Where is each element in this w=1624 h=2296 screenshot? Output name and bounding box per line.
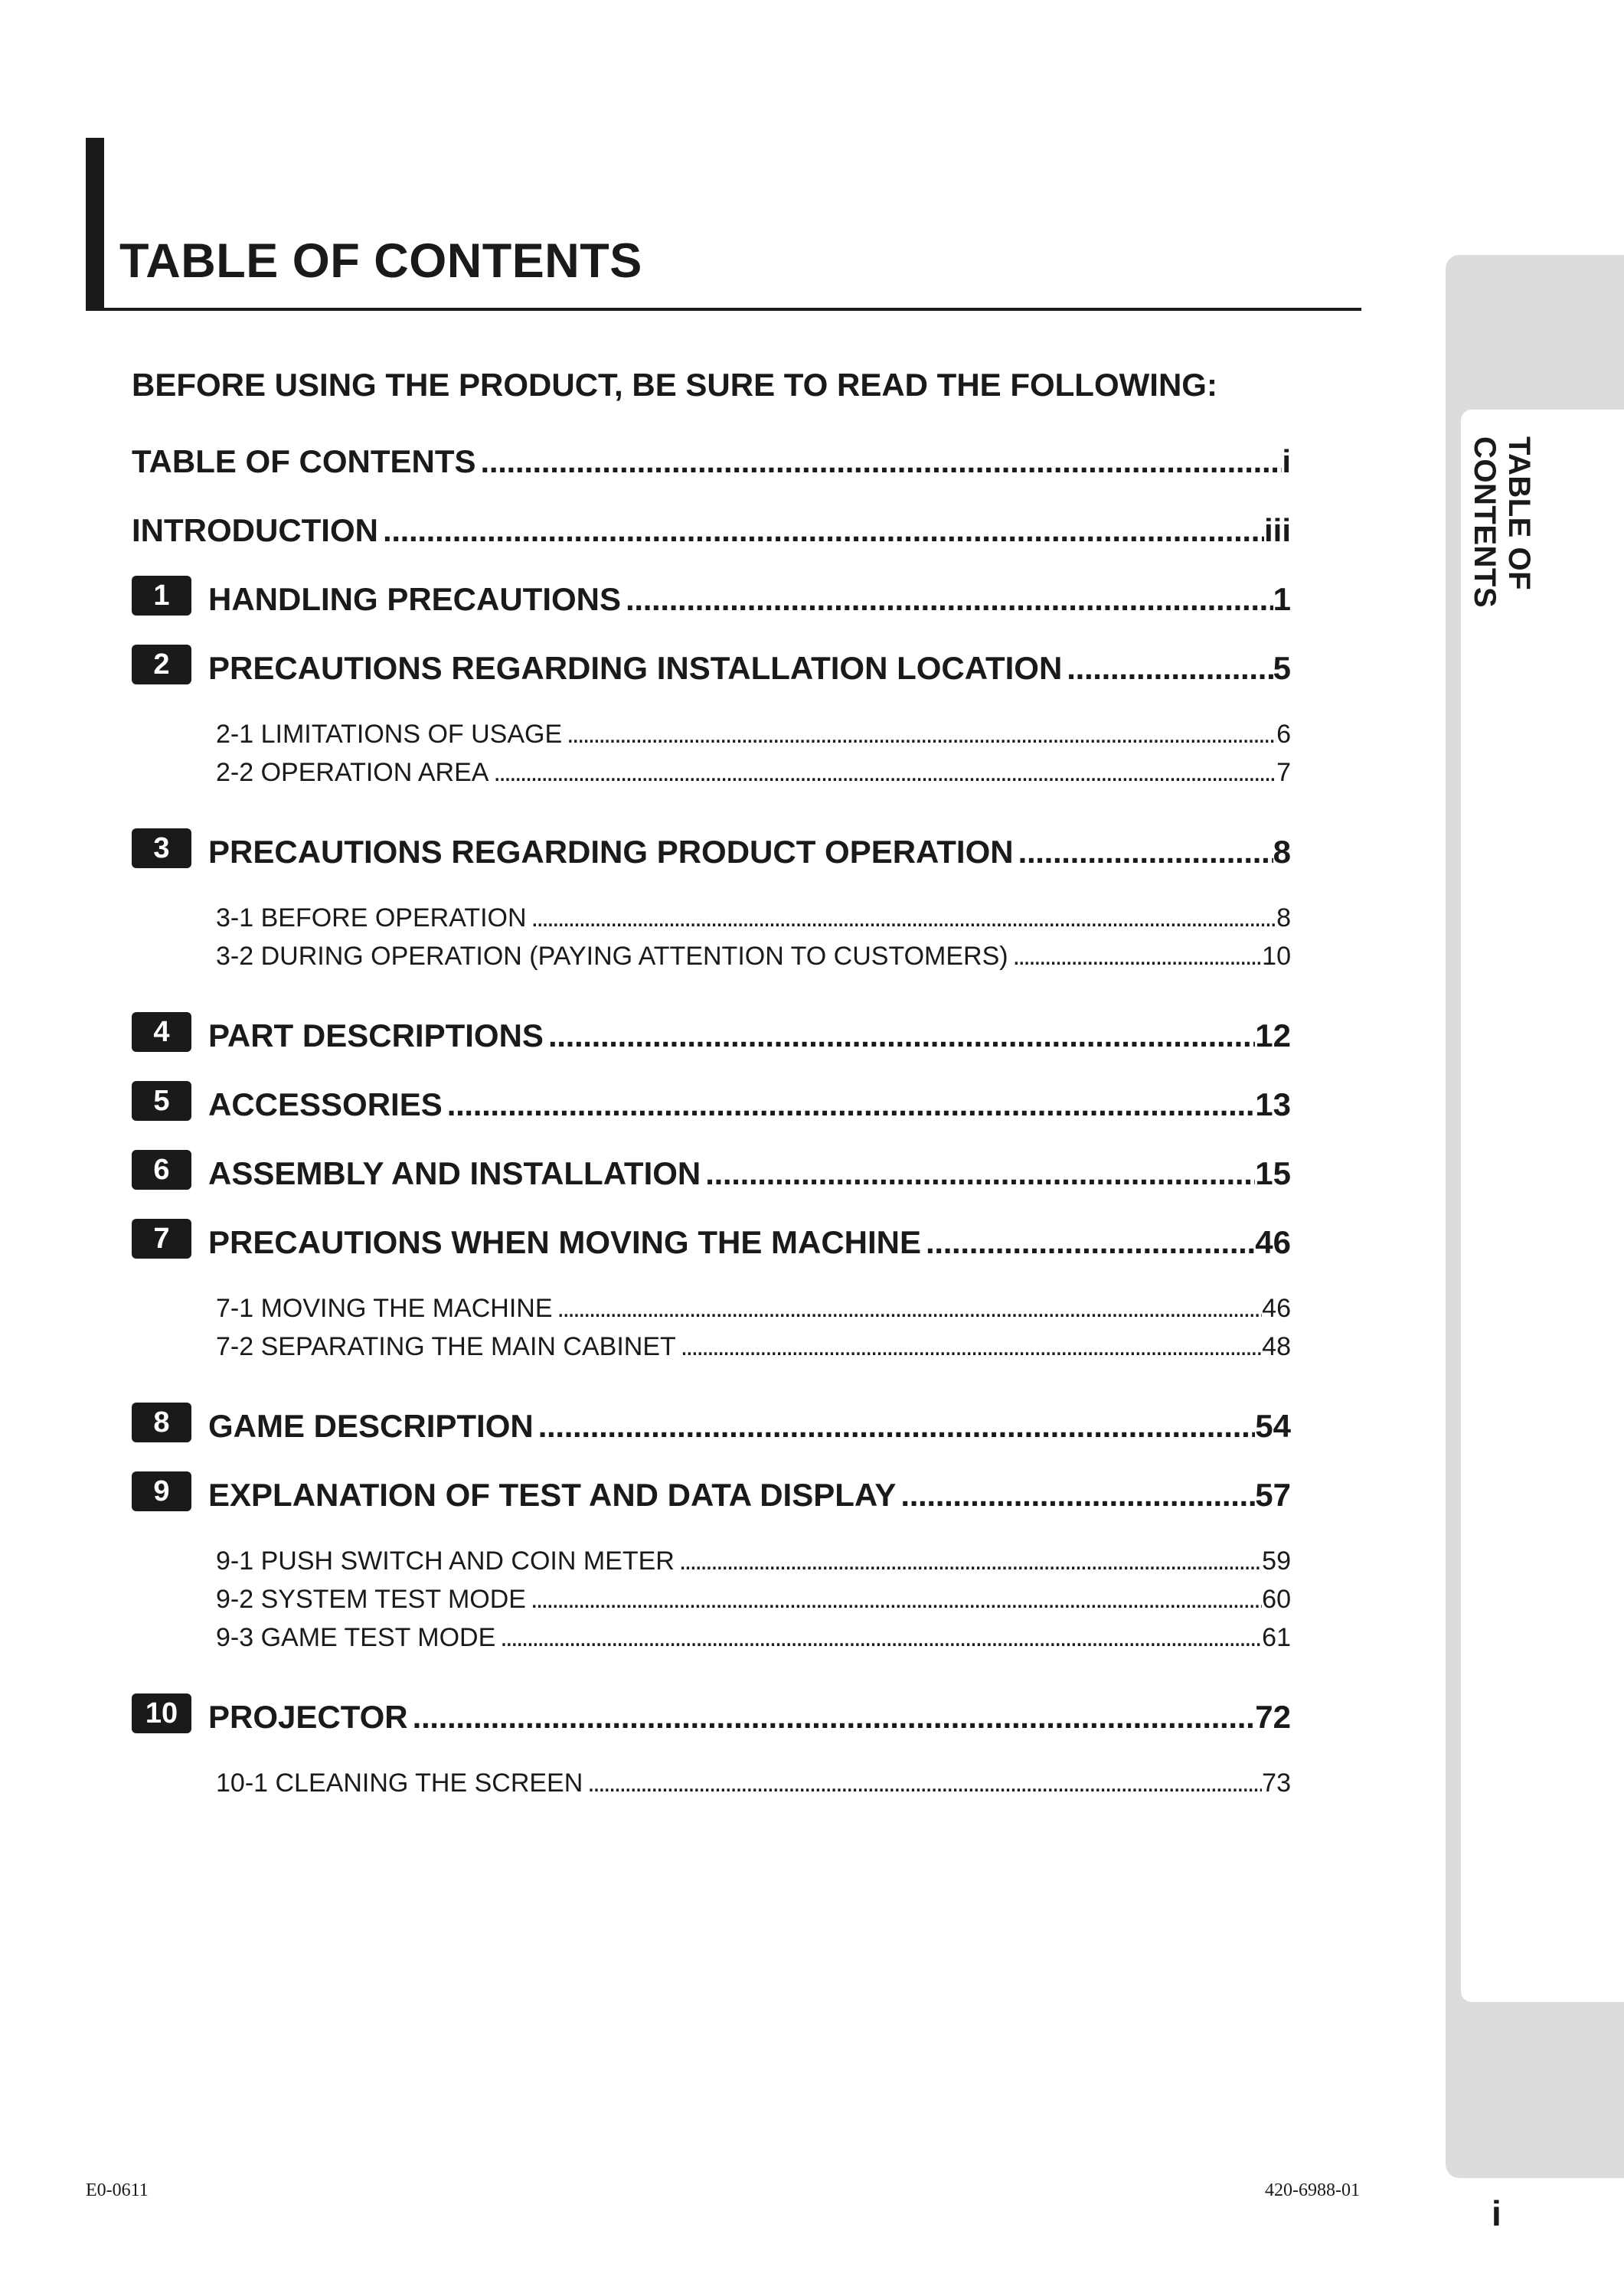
title-accent-bar: [86, 138, 104, 311]
toc-entry-page: 46: [1262, 1294, 1291, 1323]
toc-entry-page: 1: [1273, 581, 1291, 617]
toc-entry-page: iii: [1263, 512, 1291, 548]
dot-leader: [476, 446, 1283, 478]
toc-entry-label: 2-1 LIMITATIONS OF USAGE: [216, 720, 563, 749]
toc-entry-page: 7: [1276, 758, 1291, 787]
chapter-number-badge: 10: [132, 1693, 191, 1733]
toc-entry-page: 6: [1276, 720, 1291, 749]
dot-leader: [408, 1701, 1256, 1733]
dot-leader: [553, 1295, 1263, 1321]
toc-entry-section-7-1[interactable]: [216, 1289, 1291, 1321]
dot-leader: [495, 1625, 1262, 1651]
toc-entry-page: 5: [1273, 650, 1291, 686]
toc-entry-label: EXPLANATION OF TEST AND DATA DISPLAY: [208, 1477, 897, 1513]
toc-entry-page: 48: [1262, 1332, 1291, 1361]
page-number: i: [1492, 2193, 1501, 2233]
toc-entry-chapter-7[interactable]: [208, 1216, 1291, 1259]
chapter-number-badge: 2: [132, 645, 191, 684]
dot-leader: [1062, 652, 1273, 684]
toc-entry-label: PROJECTOR: [208, 1699, 408, 1735]
toc-entry-page: 59: [1262, 1546, 1291, 1576]
toc-entry-table-of-contents[interactable]: [132, 435, 1291, 478]
toc-entry-section-10-1[interactable]: [216, 1764, 1291, 1796]
dot-leader: [1014, 836, 1273, 868]
chapter-number-badge: 7: [132, 1219, 191, 1259]
dot-leader: [675, 1548, 1262, 1574]
toc-entry-page: 8: [1276, 903, 1291, 932]
toc-entry-label: ASSEMBLY AND INSTALLATION: [208, 1155, 701, 1191]
dot-leader: [443, 1089, 1256, 1121]
toc-entry-label: 9-3 GAME TEST MODE: [216, 1623, 496, 1652]
toc-entry-section-2-2[interactable]: [216, 753, 1291, 785]
chapter-number-badge: 4: [132, 1012, 191, 1052]
toc-entry-page: 60: [1262, 1585, 1291, 1614]
dot-leader: [489, 759, 1276, 785]
toc-entry-page: 73: [1262, 1769, 1291, 1798]
dot-leader: [921, 1226, 1255, 1259]
toc-entry-section-2-1[interactable]: [216, 715, 1291, 747]
toc-entry-label: TABLE OF CONTENTS: [132, 443, 476, 479]
toc-entry-section-9-3[interactable]: [216, 1618, 1291, 1651]
toc-entry-page: 13: [1255, 1086, 1291, 1122]
toc-entry-page: 72: [1255, 1699, 1291, 1735]
dot-leader: [527, 905, 1277, 931]
side-tab-label: TABLE OF CONTENTS: [1468, 436, 1536, 608]
toc-entry-label: PRECAUTIONS WHEN MOVING THE MACHINE: [208, 1224, 922, 1260]
dot-leader: [1008, 943, 1263, 969]
toc-entry-label: HANDLING PRECAUTIONS: [208, 581, 622, 617]
toc-entry-chapter-2[interactable]: [208, 642, 1291, 684]
dot-leader: [526, 1586, 1262, 1612]
toc-entry-page: 61: [1262, 1623, 1291, 1652]
toc-entry-chapter-5[interactable]: [208, 1078, 1291, 1121]
toc-entry-label: 7-1 MOVING THE MACHINE: [216, 1294, 553, 1323]
toc-entry-section-9-2[interactable]: [216, 1580, 1291, 1612]
toc-entry-page: i: [1282, 443, 1291, 479]
chapter-number-badge: 1: [132, 576, 191, 616]
toc-entry-label: ACCESSORIES: [208, 1086, 443, 1122]
document-code-left: E0-0611: [86, 2180, 149, 2200]
read-first-notice: BEFORE USING THE PRODUCT, BE SURE TO READ THE FOLLOWING:: [132, 367, 1217, 403]
toc-entry-label: 9-2 SYSTEM TEST MODE: [216, 1585, 526, 1614]
toc-entry-page: 54: [1255, 1408, 1291, 1444]
dot-leader: [534, 1410, 1256, 1442]
chapter-number-badge: 5: [132, 1081, 191, 1121]
toc-entry-chapter-10[interactable]: [208, 1690, 1291, 1733]
toc-entry-label: PART DESCRIPTIONS: [208, 1017, 544, 1053]
toc-entry-label: PRECAUTIONS REGARDING INSTALLATION LOCATION: [208, 650, 1063, 686]
toc-entry-section-3-2[interactable]: [216, 937, 1291, 969]
toc-entry-section-3-1[interactable]: [216, 899, 1291, 931]
toc-entry-page: 8: [1273, 834, 1291, 870]
toc-entry-chapter-6[interactable]: [208, 1147, 1291, 1190]
dot-leader: [701, 1158, 1255, 1190]
toc-entry-label: 3-1 BEFORE OPERATION: [216, 903, 527, 932]
toc-entry-label: 3-2 DURING OPERATION (PAYING ATTENTION TO CUSTOMERS): [216, 942, 1008, 971]
toc-entry-chapter-3[interactable]: [208, 825, 1291, 868]
toc-entry-label: INTRODUCTION: [132, 512, 378, 548]
toc-entry-label: GAME DESCRIPTION: [208, 1408, 534, 1444]
dot-leader: [676, 1334, 1262, 1360]
toc-entry-section-9-1[interactable]: [216, 1542, 1291, 1574]
dot-leader: [896, 1479, 1255, 1511]
chapter-number-badge: 6: [132, 1150, 191, 1190]
toc-entry-page: 46: [1255, 1224, 1291, 1260]
dot-leader: [378, 514, 1264, 547]
toc-entry-chapter-9[interactable]: [208, 1468, 1291, 1511]
toc-entry-chapter-8[interactable]: [208, 1399, 1291, 1442]
dot-leader: [621, 583, 1273, 616]
toc-entry-chapter-4[interactable]: [208, 1009, 1291, 1052]
page-title: TABLE OF CONTENTS: [119, 234, 642, 288]
toc-entry-introduction[interactable]: [132, 504, 1291, 547]
document-part-number: 420-6988-01: [1265, 2180, 1360, 2200]
toc-entry-chapter-1[interactable]: [208, 573, 1291, 616]
toc-entry-label: PRECAUTIONS REGARDING PRODUCT OPERATION: [208, 834, 1014, 870]
toc-entry-label: 2-2 OPERATION AREA: [216, 758, 489, 787]
toc-entry-page: 15: [1255, 1155, 1291, 1191]
chapter-number-badge: 9: [132, 1471, 191, 1511]
toc-entry-page: 10: [1262, 942, 1291, 971]
chapter-number-badge: 8: [132, 1403, 191, 1442]
toc-entry-section-7-2[interactable]: [216, 1328, 1291, 1360]
dot-leader: [583, 1770, 1262, 1796]
toc-entry-label: 10-1 CLEANING THE SCREEN: [216, 1769, 583, 1798]
toc-entry-label: 9-1 PUSH SWITCH AND COIN METER: [216, 1546, 675, 1576]
toc-entry-page: 12: [1255, 1017, 1291, 1053]
chapter-number-badge: 3: [132, 828, 191, 868]
toc-entry-label: 7-2 SEPARATING THE MAIN CABINET: [216, 1332, 676, 1361]
dot-leader: [544, 1020, 1255, 1052]
dot-leader: [562, 721, 1276, 747]
title-underline: [86, 308, 1361, 311]
toc-entry-page: 57: [1255, 1477, 1291, 1513]
